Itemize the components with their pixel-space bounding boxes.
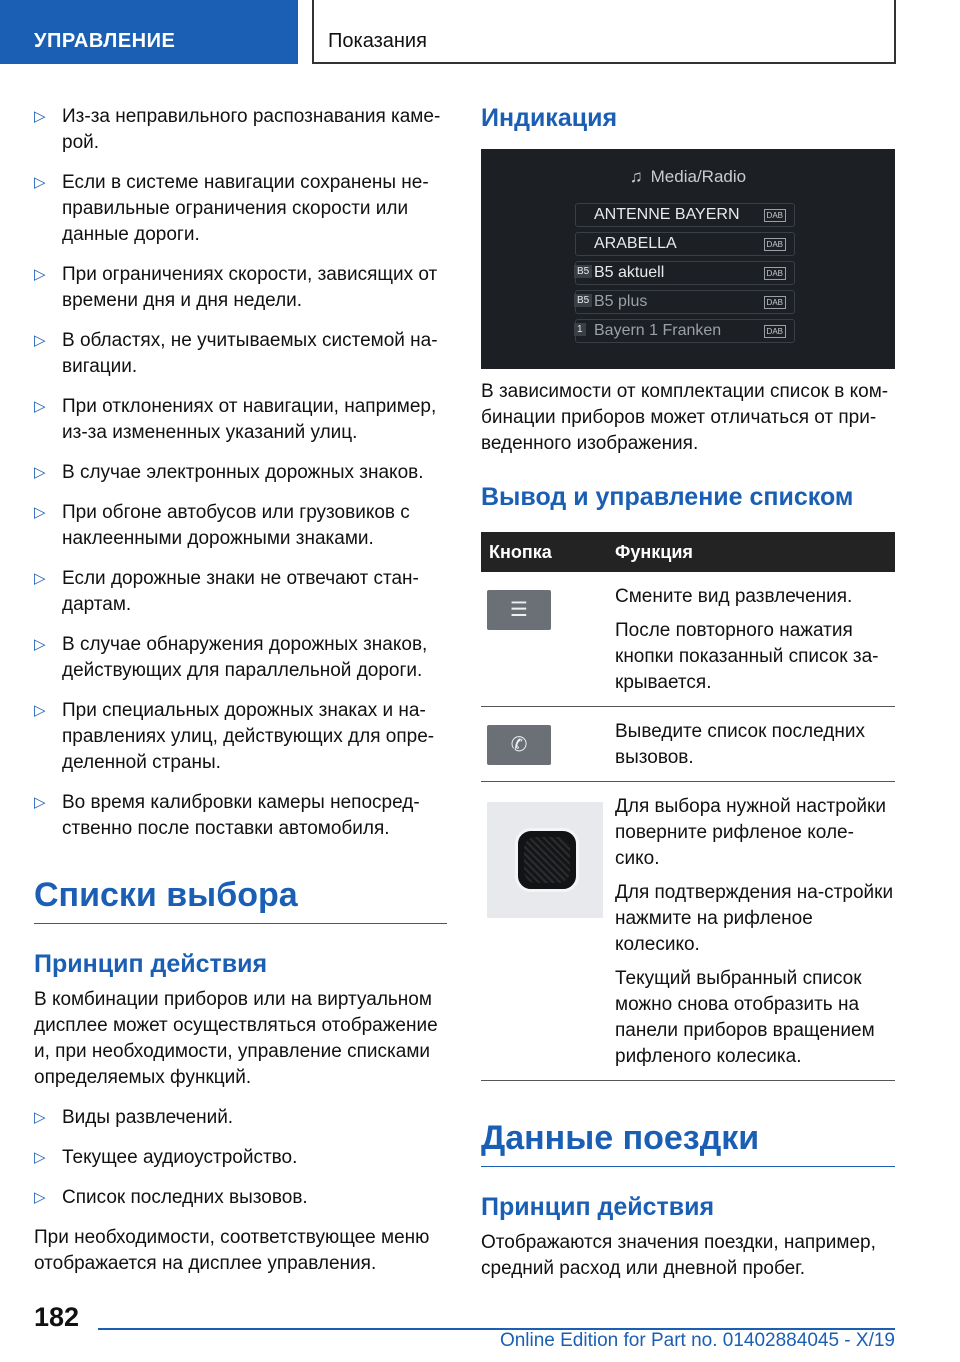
condition-list — [34, 104, 447, 842]
list-item: ▷ В областях, не учитываемых системой на-вигации. — [34, 330, 438, 377]
heading-selection-lists: Списки выбора — [34, 876, 447, 924]
media-radio-screenshot — [481, 149, 895, 369]
triangle-bullet-icon: ▷ — [34, 570, 46, 587]
col-button-header: Кнопка — [481, 532, 605, 572]
station-item: ARABELLA DAB — [575, 232, 795, 256]
triangle-bullet-icon: ▷ — [34, 794, 46, 811]
outro-paragraph: При необходимости, соответствующее меню отображается на дисплее управления. — [34, 1227, 430, 1274]
triangle-bullet-icon: ▷ — [34, 636, 46, 653]
intro-paragraph: В комбинации приборов или на виртуальном дисплее может осуществляться отображение и, при необходимости, управление списками определяемых функций. — [34, 989, 438, 1088]
station-logo-icon: B5 — [574, 294, 592, 307]
heading-list-control: Вывод и управление списком — [481, 483, 854, 511]
phone-icon: ✆ — [487, 725, 551, 765]
media-header: ♫ Media/Radio — [629, 167, 747, 186]
triangle-bullet-icon: ▷ — [34, 1189, 46, 1206]
button-function-table — [481, 532, 895, 1081]
heading-trip-principle: Принцип действия — [481, 1193, 715, 1221]
media-radio-icon: ♫ — [629, 167, 643, 186]
triangle-bullet-icon: ▷ — [34, 174, 46, 191]
triangle-bullet-icon: ▷ — [34, 1149, 46, 1166]
triangle-bullet-icon: ▷ — [34, 332, 46, 349]
footer-edition: Online Edition for Part no. 01402884045 - X/19 — [499, 1330, 895, 1351]
triangle-bullet-icon: ▷ — [34, 702, 46, 719]
list-item: ▷ В случае обнаружения дорожных знаков, действующих для параллельной дороги. — [34, 634, 428, 681]
list-item: ▷ При ограничениях скорости, зависящих от времени дня и дня недели. — [34, 264, 438, 311]
list-item: ▷ При обгоне автобусов или грузовиков с наклеенными дорожными знаками. — [34, 502, 410, 549]
station-item: ANTENNE BAYERN DAB — [575, 203, 795, 227]
list-item: ▷ При специальных дорожных знаках и на-правлениях улиц, действующих для опре-деленной страны. — [34, 700, 435, 773]
col-function-header: Функция — [605, 532, 895, 572]
chapter-title: Показания — [312, 0, 896, 64]
trip-paragraph: Отображаются значения поездки, например, средний расход или дневной пробег. — [481, 1232, 876, 1279]
list-item: ▷ Если дорожные знаки не отвечают стан-дартам. — [34, 568, 419, 615]
note-paragraph: В зависимости от комплектации список в ком-бинации приборов может отличаться от при-веденного изображения. — [481, 381, 889, 454]
station-item: B5 B5 plus DAB — [575, 290, 795, 314]
heading-principle: Принцип действия — [34, 950, 268, 978]
list-item: ▷ В случае электронных дорожных знаков. — [34, 460, 447, 486]
list-item: ▷ Из-за неправильного распознавания каме-рой. — [34, 106, 441, 153]
list-types — [34, 1105, 447, 1211]
list-item: ▷ Список последних вызовов. — [34, 1185, 447, 1211]
left-column — [34, 104, 447, 1277]
table-row: ✆ Выведите список последних вызовов. — [481, 707, 895, 782]
triangle-bullet-icon: ▷ — [34, 1109, 46, 1126]
list-item: ▷ При отклонениях от навигации, например, из-за измененных указаний улиц. — [34, 396, 437, 443]
heading-trip-data: Данные поездки — [481, 1119, 895, 1167]
thumbwheel-icon — [487, 802, 603, 918]
triangle-bullet-icon: ▷ — [34, 266, 46, 283]
heading-display: Индикация — [481, 104, 618, 132]
station-item: 1 Bayern 1 Franken DAB — [575, 319, 795, 343]
list-item: ▷ Если в системе навигации сохранены не-правильные ограничения скорости или данные дороги. — [34, 172, 429, 245]
station-item: B5 B5 aktuell DAB — [575, 261, 795, 285]
list-item: ▷ Во время калибровки камеры непосред-ственно после поставки автомобиля. — [34, 792, 420, 839]
list-item: ▷ Текущее аудиоустройство. — [34, 1145, 447, 1171]
triangle-bullet-icon: ▷ — [34, 504, 46, 521]
station-logo-icon: 1 — [574, 323, 586, 336]
station-logo-icon: B5 — [574, 265, 592, 278]
page-number: 182 — [34, 1302, 80, 1332]
right-column — [481, 104, 895, 1282]
list-icon: ☰ — [487, 590, 551, 630]
section-tab: УПРАВЛЕНИЕ — [0, 0, 298, 64]
table-row: Для выбора нужной настройки поверните рифленое коле-сико. Для подтверждения на-стройки нажмите на рифленое колесико. Текущий выбранный список можно снова отобразить на панели приборов вращением рифленого колесика. — [481, 782, 895, 1081]
triangle-bullet-icon: ▷ — [34, 398, 46, 415]
triangle-bullet-icon: ▷ — [34, 464, 46, 481]
table-row: ☰ Смените вид развлечения. После повторного нажатия кнопки показанный список за-крывается. — [481, 572, 895, 707]
triangle-bullet-icon: ▷ — [34, 108, 46, 125]
list-item: ▷ Виды развлечений. — [34, 1105, 447, 1131]
